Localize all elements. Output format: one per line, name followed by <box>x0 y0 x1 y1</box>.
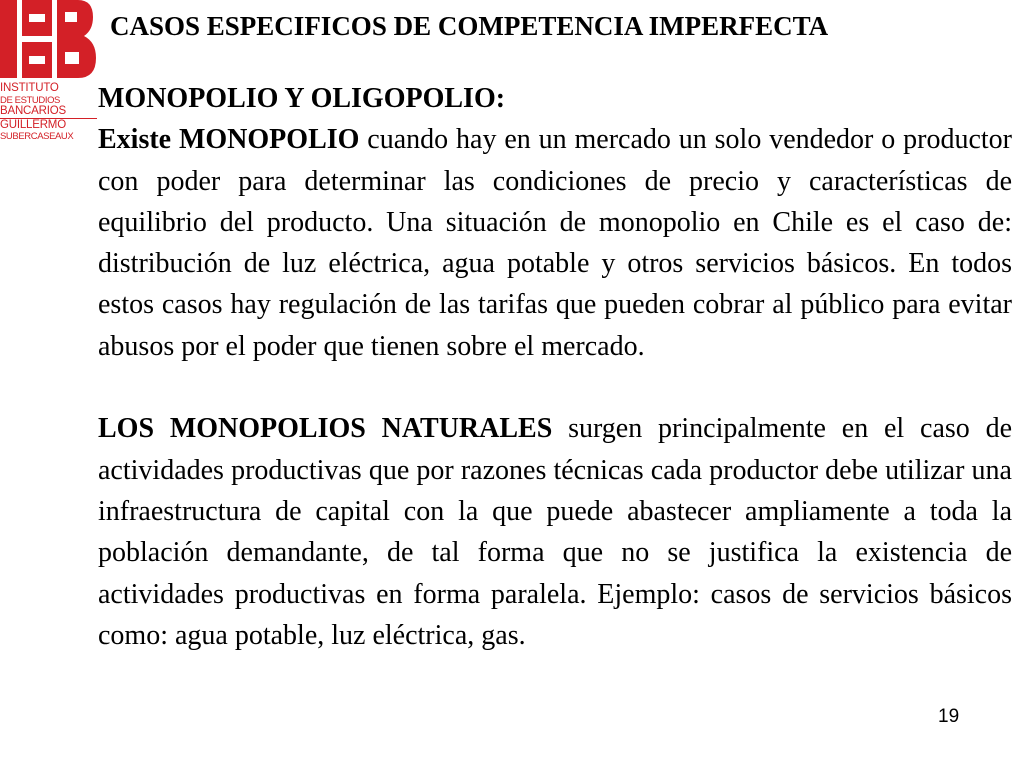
logo-line-3: BANCARIOS <box>0 105 66 117</box>
slide-number: 19 <box>938 706 960 727</box>
logo-line-1: INSTITUTO <box>0 82 59 94</box>
slide-title: CASOS ESPECIFICOS DE COMPETENCIA IMPERFECTA <box>110 11 829 41</box>
ieb-logo-mark-icon <box>0 0 97 85</box>
paragraph-naturales-lead: LOS MONOPOLIOS NATURALES <box>98 413 553 445</box>
paragraph-monopolios-naturales <box>98 408 1012 656</box>
paragraph-naturales-text: surgen principalmente en el caso de actividades productivas que por razones técnicas cada productor debe utilizar una infraestructura de capital con la que puede abastecer ampliamente a toda la población demandante, de tal forma que no se justifica la existencia de actividades productivas en forma paralela. Ejemplo: casos de servicios básicos como: agua potable, luz eléctrica, gas. <box>98 413 1012 651</box>
logo-line-5: SUBERCASEAUX <box>0 131 74 142</box>
logo-line-4: GUILLERMO <box>0 118 97 132</box>
section-heading-monopolio: MONOPOLIO Y OLIGOPOLIO: <box>98 83 506 114</box>
slide-body <box>98 78 1012 656</box>
paragraph-monopolio-text: cuando hay en un mercado un solo vendedor o productor con poder para determinar las condiciones de precio y características de equilibrio del producto. Una situación de monopolio en Chile es el caso de: distribución de luz eléctrica, agua potable y otros servicios básicos. En todos estos casos hay regulación de las tarifas que pueden cobrar al público para evitar abusos por el poder que tienen sobre el mercado. <box>98 124 1012 362</box>
logo-line-2: DE ESTUDIOS <box>0 94 60 106</box>
paragraph-monopolio-lead: Existe MONOPOLIO <box>98 124 360 156</box>
paragraph-monopolio <box>98 119 1012 367</box>
paragraph-spacer <box>98 367 1012 408</box>
logo-wordmark <box>0 83 97 143</box>
institute-logo <box>0 0 97 150</box>
